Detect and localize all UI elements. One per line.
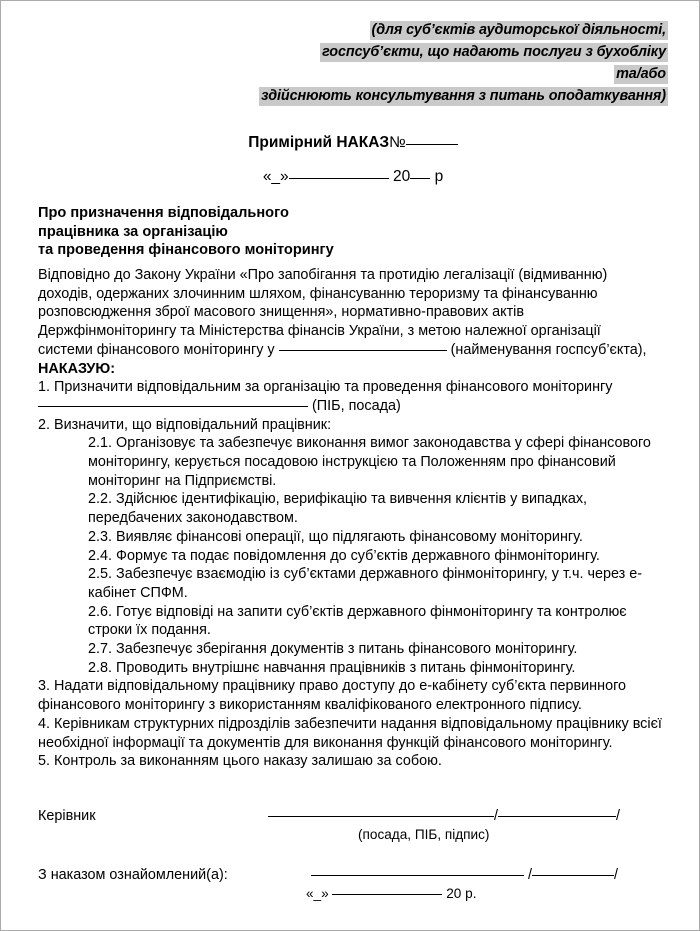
manager-slash-2: / bbox=[616, 808, 620, 824]
manager-position-blank bbox=[268, 816, 494, 817]
preamble-line-2: доходів, одержаних злочинним шляхом, фінансуванню тероризму та фінансуванню bbox=[38, 285, 598, 302]
header-note-line-1 bbox=[38, 19, 668, 41]
manager-signature-lines bbox=[268, 807, 620, 826]
manager-signature-caption: (посада, ПІБ, підпис) bbox=[358, 827, 490, 842]
manager-slash-1: / bbox=[494, 808, 498, 824]
acknowledged-date-row bbox=[306, 885, 476, 904]
acknowledged-signature-block bbox=[38, 866, 668, 901]
header-note-text-2: госпсуб’єкти, що надають послуги з бухобліку bbox=[322, 44, 666, 60]
order-body bbox=[38, 266, 668, 771]
order-item-2-text: 2. Визначити, що відповідальний працівник: bbox=[38, 416, 332, 433]
preamble-paragraph bbox=[38, 266, 668, 360]
acknowledged-slash-2: / bbox=[614, 867, 618, 883]
acknowledged-label: З наказом ознайомлений(а): bbox=[38, 867, 228, 883]
order-subject-line-1: Про призначення відповідального bbox=[38, 205, 289, 221]
order-item-5: 5. Контроль за виконанням цього наказу залишаю за собою. bbox=[38, 753, 442, 770]
order-verb-text: НАКАЗУЮ: bbox=[38, 360, 116, 377]
preamble-line-1: Відповідно до Закону України «Про запобігання та протидію легалізації (відмиванню) bbox=[38, 267, 608, 283]
manager-signature-block bbox=[38, 807, 668, 842]
acknowledged-slash-1: / bbox=[528, 867, 532, 883]
header-note-text-1: (для суб’єктів аудиторської діяльності, bbox=[371, 22, 666, 38]
order-verb bbox=[38, 360, 668, 379]
preamble-line-4: Держфінмоніторингу та Міністерства фінансів України, з метою належної організації bbox=[38, 323, 601, 340]
header-note-text-3: та/або bbox=[616, 66, 666, 82]
order-subitem-2-3: 2.3. Виявляє фінансові операції, що підлягають фінансовому моніторингу. bbox=[88, 528, 583, 545]
order-date-year-suffix: р bbox=[434, 168, 444, 185]
header-note-line-3 bbox=[38, 63, 668, 85]
preamble-line-3: розповсюдження зброї масового знищення», нормативно-правових актів bbox=[38, 304, 525, 321]
order-subject-line-3: та проведення фінансового моніторингу bbox=[38, 242, 334, 259]
acknowledged-date-quote: «_» bbox=[306, 886, 329, 901]
order-date-day: «_» bbox=[262, 168, 289, 185]
preamble-entity-prefix: системи фінансового моніторингу у bbox=[38, 341, 275, 358]
order-item-3: 3. Надати відповідальному працівнику право доступу до е-кабінету суб’єкта первинного фінансового моніторингу з використанням кваліфікованого електронного підпису. bbox=[38, 678, 627, 714]
order-subitem-2-6: 2.6. Готує відповіді на запити суб’єктів державного фінмоніторингу та контролює строки їх подання. bbox=[88, 603, 627, 639]
order-title bbox=[38, 133, 668, 153]
preamble-line-5 bbox=[38, 341, 668, 360]
header-note-line-4 bbox=[38, 85, 668, 107]
order-subitem-2-2: 2.2. Здійснює ідентифікацію, верифікацію та вивчення клієнтів у випадках, передбачених законодавством. bbox=[88, 491, 588, 527]
order-item-1-text: 1. Призначити відповідальним за організацію та проведення фінансового моніторингу bbox=[38, 379, 613, 396]
order-subitem-2-4: 2.4. Формує та подає повідомлення до суб’єктів державного фінмоніторингу. bbox=[88, 547, 600, 564]
order-subitem-2-5: 2.5. Забезпечує взаємодію із суб’єктами державного фінмоніторингу, у т.ч. через е-кабінет СПФМ. bbox=[88, 566, 643, 601]
order-title-text: Примірний НАКАЗ bbox=[248, 134, 390, 151]
order-subject-line-2: працівника за організацію bbox=[38, 223, 228, 240]
acknowledged-name-blank bbox=[532, 875, 614, 876]
order-item-2 bbox=[38, 416, 668, 435]
order-date-month-blank bbox=[289, 178, 389, 179]
manager-name-blank bbox=[498, 816, 616, 817]
header-note-line-2 bbox=[38, 41, 668, 63]
acknowledged-date-year: 20 р. bbox=[446, 886, 477, 901]
order-number-label: № bbox=[389, 134, 406, 151]
manager-signature-row bbox=[38, 807, 668, 842]
acknowledged-signature-lines bbox=[311, 866, 618, 885]
order-subitem-2-8: 2.8. Проводить внутрішнє навчання працівників з питань фінмоніторингу. bbox=[88, 659, 576, 676]
order-date-year-prefix: 20 bbox=[393, 168, 411, 185]
acknowledged-date-blank bbox=[332, 894, 442, 895]
header-audience-note bbox=[38, 19, 668, 107]
order-item-1-blank-row bbox=[38, 397, 668, 416]
entity-name-blank bbox=[279, 350, 447, 351]
order-date-line bbox=[38, 167, 668, 187]
preamble-entity-suffix: (найменування госпсуб’єкта), bbox=[450, 341, 647, 358]
order-subitem-2-7: 2.7. Забезпечує зберігання документів з питань фінансового моніторингу. bbox=[88, 641, 578, 658]
acknowledged-signature-row bbox=[38, 866, 668, 901]
header-note-text-4: здійснюють консультування з питань оподаткування) bbox=[261, 88, 666, 104]
order-subject bbox=[38, 204, 668, 260]
order-subitem-2-1: 2.1. Організовує та забезпечує виконання вимог законодавства у сфері фінансового моніторингу, керується посадовою інструкцією та Положенням про фінансовий моніторинг на Підприємстві. bbox=[88, 435, 651, 489]
order-item-1 bbox=[38, 378, 668, 415]
order-number-blank bbox=[406, 144, 458, 145]
acknowledged-position-blank bbox=[311, 875, 524, 876]
order-date-year-blank bbox=[410, 178, 430, 179]
manager-label: Керівник bbox=[38, 808, 96, 824]
responsible-person-blank bbox=[38, 406, 308, 407]
order-item-4: 4. Керівникам структурних підрозділів забезпечити надання відповідальному працівнику всієї необхідної інформації та документів для виконання функцій фінансового моніторингу. bbox=[38, 715, 662, 751]
order-item-1-caption: (ПІБ, посада) bbox=[312, 397, 401, 414]
